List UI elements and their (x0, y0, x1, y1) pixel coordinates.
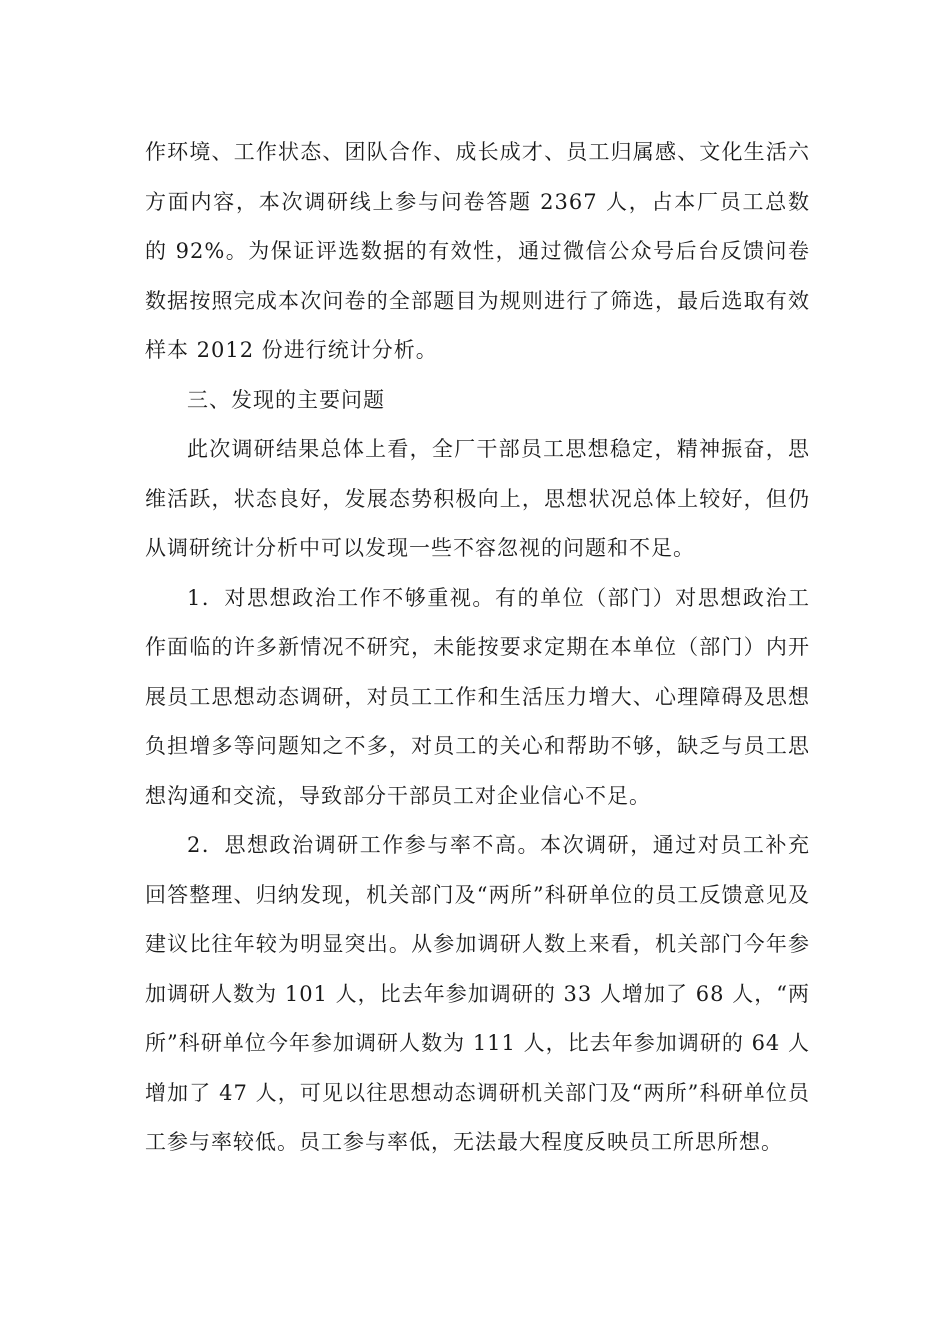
paragraph-survey-scope: 作环境、工作状态、团队合作、成长成才、员工归属感、文化生活六方面内容，本次调研线上参与问卷答题 2367 人，占本厂员工总数的 92%。为保证评选数据的有效性，通过微信公众号后台反馈问卷数据按照完成本次问卷的全部题目为规则进行了筛选，最后选取有效样本 2012 份进行统计分析。 (145, 140, 810, 362)
section-heading-main-problems: 三、发现的主要问题 (187, 387, 385, 412)
document-body (145, 128, 810, 1168)
paragraph-overall-findings: 此次调研结果总体上看，全厂干部员工思想稳定，精神振奋，思维活跃，状态良好，发展态势积极向上，思想状况总体上较好，但仍从调研统计分析中可以发现一些不容忽视的问题和不足。 (145, 437, 810, 560)
paragraph-problem-2: 2．思想政治调研工作参与率不高。本次调研，通过对员工补充回答整理、归纳发现，机关部门及“两所”科研单位的员工反馈意见及建议比往年较为明显突出。从参加调研人数上来看，机关部门今年参加调研人数为 101 人，比去年参加调研的 33 人增加了 68 人，“两所”科研单位今年参加调研人数为 111 人，比去年参加调研的 64 人增加了 47 人，可见以往思想动态调研机关部门及“两所”科研单位员工参与率较低。员工参与率低，无法最大程度反映员工所思所想。 (145, 833, 810, 1154)
paragraph-problem-1: 1．对思想政治工作不够重视。有的单位（部门）对思想政治工作面临的许多新情况不研究，未能按要求定期在本单位（部门）内开展员工思想动态调研，对员工工作和生活压力增大、心理障碍及思想负担增多等问题知之不多，对员工的关心和帮助不够，缺乏与员工思想沟通和交流，导致部分干部员工对企业信心不足。 (145, 585, 810, 808)
